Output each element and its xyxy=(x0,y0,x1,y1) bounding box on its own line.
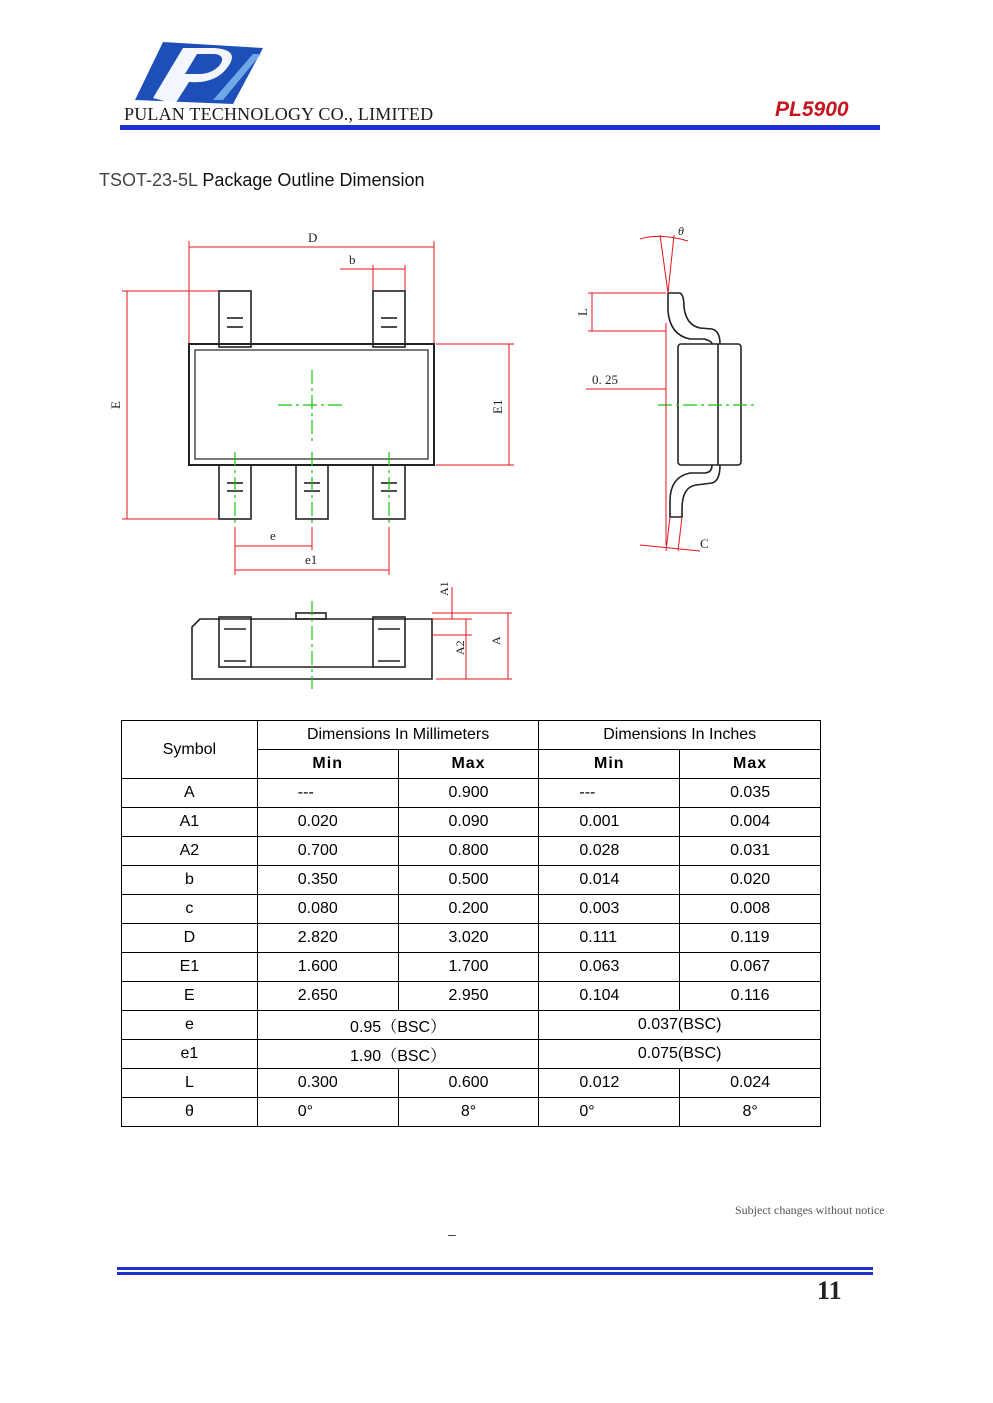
mm-max-cell: 3.020 xyxy=(398,924,539,953)
table-row xyxy=(122,837,821,866)
mm-max-cell: 2.950 xyxy=(398,982,539,1011)
dim-label-b: b xyxy=(349,252,356,267)
mm-min-cell: 1.600 xyxy=(257,953,398,982)
table-body xyxy=(122,779,821,1127)
table-row xyxy=(122,866,821,895)
in-min-cell: 0.003 xyxy=(539,895,680,924)
mm-max-cell: 0.600 xyxy=(398,1069,539,1098)
inch-header: Dimensions In Inches xyxy=(539,721,821,750)
dim-label-gauge: 0. 25 xyxy=(592,372,618,387)
front-view-dimensions xyxy=(432,587,512,679)
symbol-cell: E1 xyxy=(122,953,258,982)
package-outline-drawing xyxy=(100,215,800,695)
table-row xyxy=(122,1040,821,1069)
table-row xyxy=(122,1069,821,1098)
symbol-cell: c xyxy=(122,895,258,924)
symbol-cell: b xyxy=(122,866,258,895)
package-name: TSOT-23-5L xyxy=(99,170,198,190)
table-row xyxy=(122,953,821,982)
in-max-cell: 0.008 xyxy=(680,895,821,924)
mm-bsc-cell: 1.90（BSC） xyxy=(257,1040,539,1069)
symbol-cell: L xyxy=(122,1069,258,1098)
mm-max-cell: 0.200 xyxy=(398,895,539,924)
in-max-cell: 0.031 xyxy=(680,837,821,866)
mm-max-cell: 0.900 xyxy=(398,779,539,808)
table-row xyxy=(122,808,821,837)
in-max-cell: 0.035 xyxy=(680,779,821,808)
table-header-row xyxy=(122,721,821,750)
in-max-cell: 0.067 xyxy=(680,953,821,982)
mm-max-cell: 8° xyxy=(398,1098,539,1127)
top-view-dimensions xyxy=(122,241,514,575)
footer-dash: – xyxy=(448,1226,456,1242)
mm-min-cell: 0° xyxy=(257,1098,398,1127)
mm-min-cell: 2.650 xyxy=(257,982,398,1011)
symbol-cell: e xyxy=(122,1011,258,1040)
symbol-cell: θ xyxy=(122,1098,258,1127)
footer-rule xyxy=(117,1267,873,1270)
dim-label-e1: e1 xyxy=(305,552,318,567)
mm-max-cell: 1.700 xyxy=(398,953,539,982)
in-min-cell: 0.104 xyxy=(539,982,680,1011)
in-min-header: Min xyxy=(539,750,680,779)
in-min-cell: 0.063 xyxy=(539,953,680,982)
dimension-table xyxy=(121,720,821,1127)
dim-label-A: A xyxy=(489,636,503,645)
mm-min-cell: --- xyxy=(257,779,398,808)
in-min-cell: 0.028 xyxy=(539,837,680,866)
top-view-centerlines xyxy=(235,370,389,527)
dim-label-E1: E1 xyxy=(490,399,505,414)
symbol-cell: D xyxy=(122,924,258,953)
company-logo xyxy=(123,40,263,112)
mm-max-header: Max xyxy=(398,750,539,779)
table-row xyxy=(122,982,821,1011)
mm-bsc-cell: 0.95（BSC） xyxy=(257,1011,539,1040)
table-row xyxy=(122,779,821,808)
symbol-cell: e1 xyxy=(122,1040,258,1069)
section-title xyxy=(99,170,425,191)
notice-text: Subject changes without notice xyxy=(735,1203,885,1217)
in-max-cell: 0.024 xyxy=(680,1069,821,1098)
in-min-cell: 0.014 xyxy=(539,866,680,895)
mm-min-cell: 2.820 xyxy=(257,924,398,953)
in-bsc-cell: 0.037(BSC) xyxy=(539,1011,821,1040)
in-max-cell: 0.116 xyxy=(680,982,821,1011)
table-row xyxy=(122,895,821,924)
in-min-cell: 0.012 xyxy=(539,1069,680,1098)
table-row xyxy=(122,924,821,953)
dim-label-A2: A2 xyxy=(453,640,467,655)
dim-label-C: C xyxy=(700,536,709,551)
in-min-cell: 0° xyxy=(539,1098,680,1127)
symbol-header: Symbol xyxy=(122,721,258,779)
mm-header: Dimensions In Millimeters xyxy=(257,721,539,750)
in-max-cell: 0.119 xyxy=(680,924,821,953)
footer-rule-second xyxy=(117,1272,873,1275)
in-max-header: Max xyxy=(680,750,821,779)
in-max-cell: 8° xyxy=(680,1098,821,1127)
symbol-cell: A xyxy=(122,779,258,808)
symbol-cell: A1 xyxy=(122,808,258,837)
in-min-cell: 0.001 xyxy=(539,808,680,837)
mm-max-cell: 0.090 xyxy=(398,808,539,837)
dim-label-D: D xyxy=(308,230,318,245)
dim-label-L: L xyxy=(575,308,590,316)
header-rule xyxy=(120,125,880,130)
dim-label-E: E xyxy=(108,401,123,409)
mm-min-cell: 0.080 xyxy=(257,895,398,924)
mm-min-header: Min xyxy=(257,750,398,779)
table-row xyxy=(122,1011,821,1040)
in-max-cell: 0.004 xyxy=(680,808,821,837)
dim-label-theta: θ xyxy=(678,224,684,238)
part-number: PL5900 xyxy=(775,98,849,121)
table-row xyxy=(122,1098,821,1127)
mm-min-cell: 0.700 xyxy=(257,837,398,866)
company-name: PULAN TECHNOLOGY CO., LIMITED xyxy=(124,104,434,124)
in-min-cell: --- xyxy=(539,779,680,808)
symbol-cell: A2 xyxy=(122,837,258,866)
in-min-cell: 0.111 xyxy=(539,924,680,953)
dim-label-A1: A1 xyxy=(437,581,451,596)
in-max-cell: 0.020 xyxy=(680,866,821,895)
dim-label-e: e xyxy=(270,528,276,543)
mm-min-cell: 0.350 xyxy=(257,866,398,895)
mm-max-cell: 0.800 xyxy=(398,837,539,866)
mm-max-cell: 0.500 xyxy=(398,866,539,895)
symbol-cell: E xyxy=(122,982,258,1011)
mm-min-cell: 0.300 xyxy=(257,1069,398,1098)
page-number: 11 xyxy=(817,1276,842,1305)
in-bsc-cell: 0.075(BSC) xyxy=(539,1040,821,1069)
section-title-text: Package Outline Dimension xyxy=(197,170,425,190)
mm-min-cell: 0.020 xyxy=(257,808,398,837)
